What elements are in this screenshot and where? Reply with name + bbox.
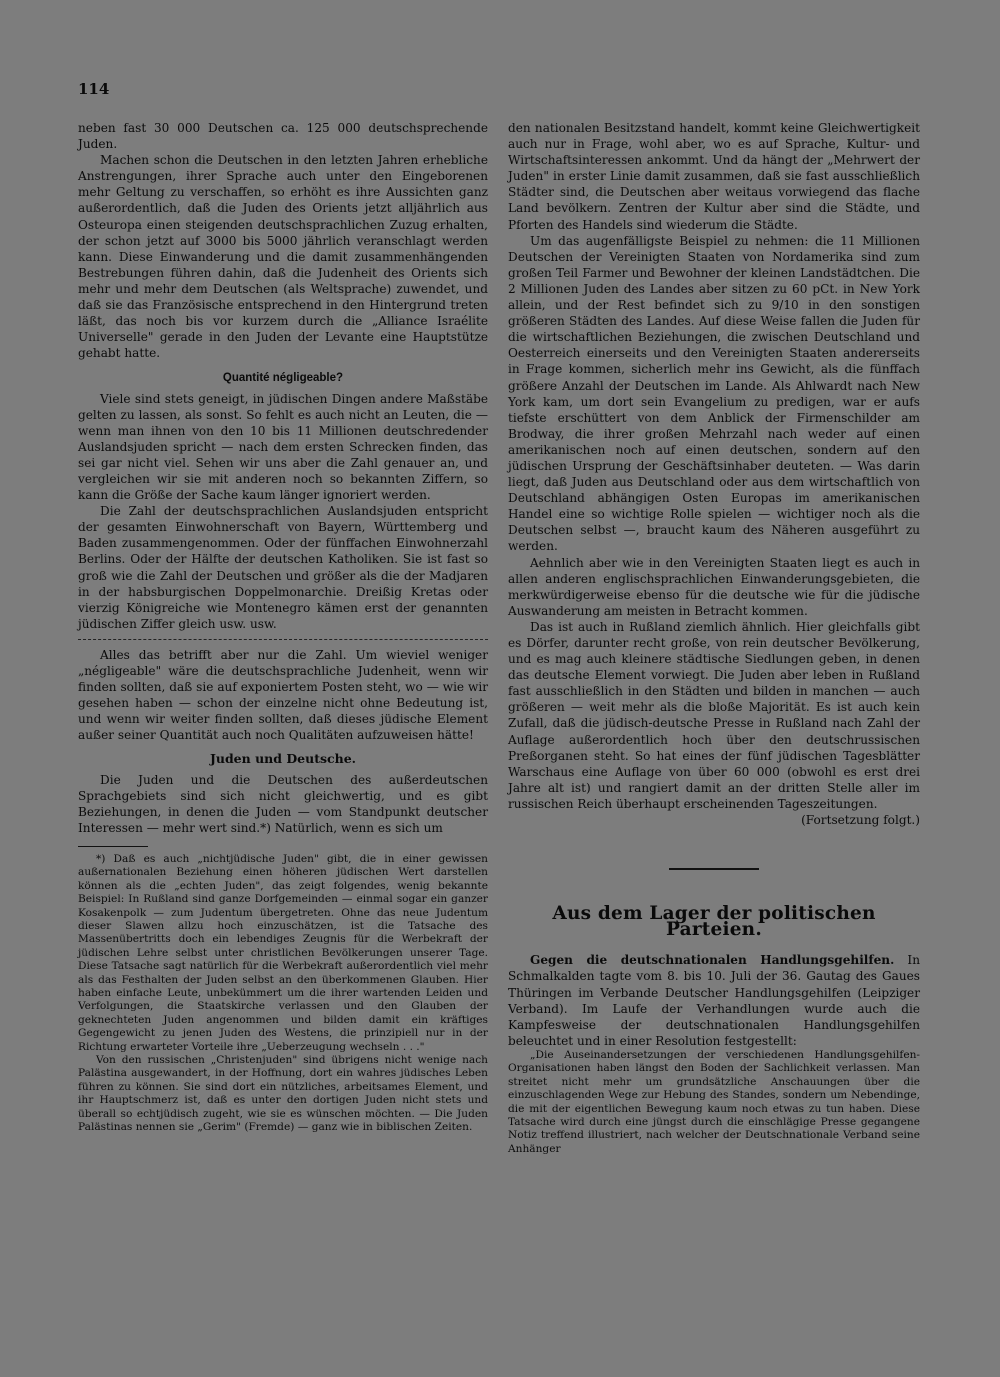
- paragraph: Die Zahl der deutschsprachlichen Auslandsjuden entspricht der gesamten Einwohnerschaft von Bayern, Württemberg und Baden zusammengenommen. Oder der fünffachen Einwohnerzahl Berlins. Oder der Hälfte der deutschen Katholiken. Sie ist fast so groß wie die Zahl der Deutschen und größer als die der Madjaren in der habsburgischen Doppelmonarchie. Dreißig Kretas oder vierzig Königreiche wie Montenegro kämen erst der genannten jüdischen Ziffer gleich usw. usw.: [78, 504, 488, 631]
- dashed-separator: [78, 639, 488, 640]
- paragraph-lead: Gegen die deutschnationalen Handlungsgehilfen.: [530, 953, 895, 968]
- footnote-rule: [78, 846, 148, 847]
- continuation-note: (Fortsetzung folgt.): [801, 813, 920, 828]
- paragraph: Die Juden und die Deutschen des außerdeutschen Sprachgebiets sind sich nicht gleichwertig, und es gibt Beziehungen, in denen die Juden — vom Standpunkt deutscher Interessen — mehr wert sind.*) Natürlich, wenn es sich um: [78, 772, 488, 835]
- quoted-resolution: „Die Auseinandersetzungen der verschiedenen Handlungsgehilfen-Organisationen haben längst den Boden der Sachlichkeit verlassen. Man streitet nicht mehr um grundsätzliche Anschauungen über die einzuschlagenden Wege zur Hebung des Standes, sondern um Nebendinge, die mit der eigentlichen Bewegung kaum noch etwas zu tun haben. Diese Tatsache wird durch eine jüngst durch die einschlägige Presse gegangene Notiz treffend illustriert, nach welcher der Deutschnationale Verband seine Anhänger: [508, 1048, 920, 1155]
- paragraph: den nationalen Besitzstand handelt, kommt keine Gleichwertigkeit auch nur in Frage, wohl aber, wo es auf Sprache, Kultur- und Wirtschaftsinteressen ankommt. Und da hängt der „Mehrwert der Juden" in erster Linie damit zusammen, daß sie fast ausschließlich Städter sind, die Deutschen aber weitaus vorwiegend das flache Land bevölkern. Zentren der Kultur aber sind die Städte, und Pforten des Handels sind wiederum die Städte.: [508, 121, 920, 232]
- paragraph: Machen schon die Deutschen in den letzten Jahren erhebliche Anstrengungen, ihrer Sprache auch unter den Eingeborenen mehr Geltung zu verschaffen, so erhöht es ihre Aussichten ganz außerordentlich, daß die Juden des Orients jetzt alljährlich aus Osteuropa einen steigenden deutschsprachlichen Zuzug erhalten, der schon jetzt auf 3000 bis 5000 jährlich veranschlagt werden kann. Diese Einwanderung und die damit zusammenhängenden Bestrebungen führen dahin, daß die Judenheit des Orients sich mehr und mehr dem Deutschen (als Weltsprache) zuwendet, und daß sie das Französische entsprechend in den Hintergrund treten läßt, das noch bis vor kurzem durch die „Alliance Israélite Universelle" gerade in den Juden der Levante eine Hauptstütze gehabt hatte.: [78, 153, 488, 361]
- section-heading-quantite: Quantité négligeable?: [222, 372, 344, 385]
- paragraph: Aehnlich aber wie in den Vereinigten Staaten liegt es auch in allen anderen englischsprachlichen Einwanderungsgebieten, die merkwürdigerweise ebenso für die deutsche wie für die jüdische Auswanderung am meisten in Betracht kommen.: [508, 555, 920, 618]
- paragraph: Viele sind stets geneigt, in jüdischen Dingen andere Maßstäbe gelten zu lassen, als sonst. So fehlt es auch nicht an Leuten, die — wenn man ihnen von den 10 bis 11 Millionen deutschredender Auslandsjuden spricht — nach dem ersten Schrecken finden, das sei gar nicht viel. Sehen wir uns aber die Zahl genauer an, und vergleichen wir sie mit anderen noch so bekannten Ziffern, so kann die Größe der Sache kaum länger ignoriert werden.: [78, 391, 488, 503]
- paragraph: neben fast 30 000 Deutschen ca. 125 000 deutschsprechende Juden.: [78, 121, 488, 152]
- paragraph: Alles das betrifft aber nur die Zahl. Um wieviel weniger „négligeable" wäre die deutschsprachliche Judenheit, wenn wir finden sollten, daß sie auf exponiertem Posten steht, wo — wie wir gesehen haben — schon der einzelne nicht ohne Bedeutung ist, und wenn wir weiter finden sollten, daß dieses jüdische Element außer seiner Quantität auch noch Qualitäten aufzuweisen hätte!: [78, 647, 488, 743]
- footnote-paragraph: Von den russischen „Christenjuden" sind übrigens nicht wenige nach Palästina ausgewandert, in der Hoffnung, dort ein wahres jüdisches Leben führen zu können. Sie sind dort ein nützliches, arbeitsames Element, und ihr Hauptschmerz ist, daß es unter den dortigen Juden nicht stets und überall so echtjüdisch zugeht, wie sie es wünschen möchten. — Die Juden Palästinas nennen sie „Gerim" (Fremde) — ganz wie in biblischen Zeiten.: [78, 1054, 488, 1134]
- left-column: [78, 120, 488, 1134]
- footnote-paragraph: *) Daß es auch „nichtjüdische Juden" gibt, die in einer gewissen außernationalen Beziehung einen höheren jüdischen Wert darstellen können als die „echten Juden", das zeigt folgendes, wenig bekannte Beispiel: In Rußland sind ganze Dorfgemeinden — einmal sogar ein ganzer Kosakenpolk — zum Judentum übergetreten. Ohne das neue Judentum dieser Slawen allzu hoch einzuschätzen, ist die Tatsache des Massenübertritts doch ein lebendiges Zeugnis für die Werbekraft der jüdischen Lehre selbst unter christlichen Bevölkerungen unserer Tage. Diese Tatsache sagt natürlich für die Werbekraft außerordentlich viel mehr als das Festhalten der Juden selbst an den überkommenen Glauben. Hier haben einfache Leute, unbekümmert um die ihrer wartenden Leiden und Verfolgungen, die Staatskirche verlassen und den Glauben der geknechteten Juden angenommen und bilden damit ein kräftiges Gegengewicht zu jenen Juden des Westens, die prinzipiell nur in der Richtung erwarteter Vorteile ihre „Ueberzeugung wechseln . . .": [78, 852, 488, 1053]
- page-number: 114: [78, 80, 110, 98]
- paragraph: Um das augenfälligste Beispiel zu nehmen: die 11 Millionen Deutschen der Vereinigten Staaten von Nordamerika sind zum großen Teil Farmer und Bewohner der kleinen Landstädtchen. Die 2 Millionen Juden des Landes aber sitzen zu 60 pCt. in New York allein, und der Rest befindet sich zu 9/10 in den sonstigen größeren Städten des Landes. Auf diese Weise fallen die Juden für die wirtschaftlichen Beziehungen, die zwischen Deutschland und Oesterreich einerseits und den Vereinigten Staaten andererseits in Frage kommen, sicherlich mehr ins Gewicht, als die fünffach größere Anzahl der Deutschen im Lande. Als Ahlwardt nach New York kam, um dort sein Evangelium zu predigen, war er aufs tiefste erschüttert von dem Anblick der Firmenschilder am Brodway, die ihrer großen Mehrzahl nach weder auf einen amerikanischen noch auf einen deutschen, sondern auf den jüdischen Ursprung der Geschäftsinhaber deuteten. — Was darin liegt, daß Juden aus Deutschland oder aus dem wirtschaftlich von Deutschland abhängigen Osten Europas im amerikanischen Handel eine so wichtige Rolle spielen — wichtiger noch als die Deutschen selbst —, braucht kaum des Näheren ausgeführt zu werden.: [508, 233, 920, 554]
- section-heading-juden-und-deutsche: Juden und Deutsche.: [209, 751, 357, 767]
- section-rule: [669, 868, 759, 870]
- paragraph: [508, 952, 920, 1049]
- paragraph: Das ist auch in Rußland ziemlich ähnlich. Hier gleichfalls gibt es Dörfer, darunter recht große, von rein deutscher Bevölkerung, und es mag auch kleinere städtische Siedlungen geben, in denen das deutsche Element vorwiegt. Die Juden aber leben in Rußland fast ausschließlich in den Städten und bilden in manchen — auch größeren — weit mehr als die bloße Majorität. Es ist auch kein Zufall, daß die jüdisch-deutsche Presse in Rußland nach Zahl der Auflage außerordentlich hoch über den deutschrussischen Preßorganen steht. So hat eines der fünf jüdischen Tagesblätter Warschaus eine Auflage von über 60 000 (obwohl es erst drei Jahre alt ist) und rangiert damit an der dritten Stelle aller im russischen Reich überhaupt erscheinenden Tageszeitungen.: [508, 619, 920, 811]
- footnote: [78, 853, 488, 1135]
- paragraph-body: In Schmalkalden tagte vom 8. bis 10. Juli der 36. Gautag des Gaues Thüringen im Verbande Deutscher Handlungsgehilfen (Leipziger Verband). Im Laufe der Verhandlungen wurde auch die Kampfesweise der deutschnationalen Handlungsgehilfen beleuchtet und in einer Resolution festgestellt:: [508, 953, 920, 1048]
- right-column: [508, 120, 920, 1156]
- section-title: Aus dem Lager der politischen Parteien.: [552, 903, 876, 941]
